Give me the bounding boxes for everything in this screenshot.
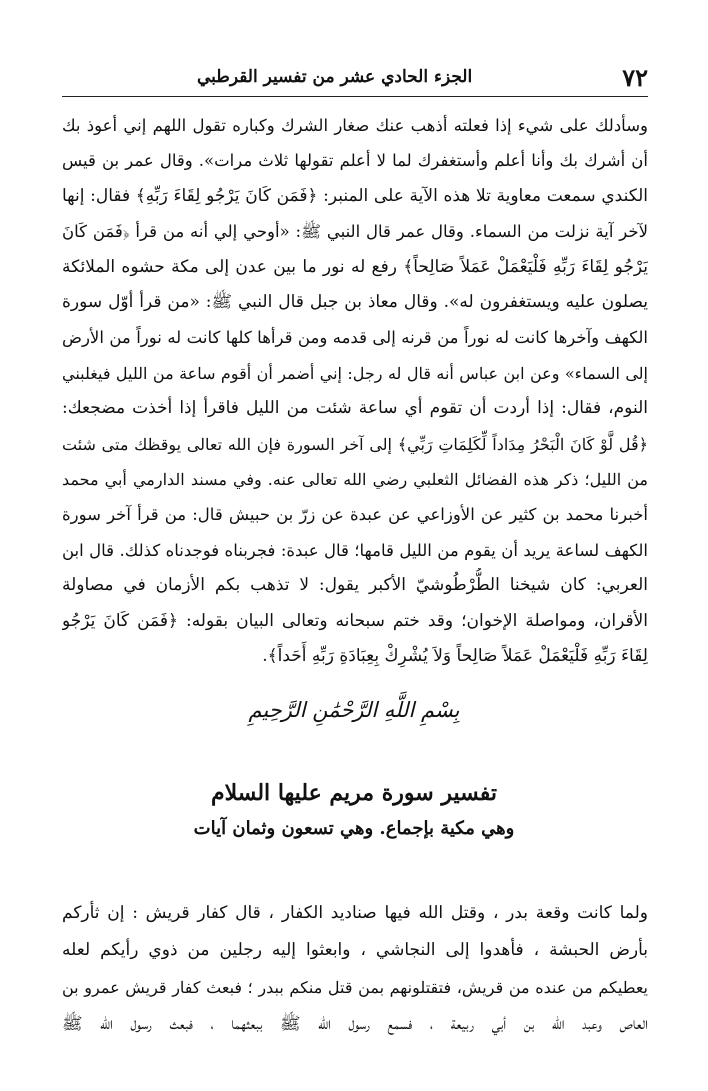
surah-title: تفسير سورة مريم عليها السلام <box>210 780 497 806</box>
page-header <box>62 58 648 97</box>
text-line: النوم، فقال: إذا أردت أن تقوم أي ساعة شئت من الليل فاقرأ إذا أخذت مضجعك: <box>62 398 648 419</box>
text-line: يَرْجُو لِقَاءَ رَبِّهِ فَلْيَعْمَلْ عَمَلاً صَالِحاً﴾ رفع له نور ما بين عدن إلى مكة حشوه الملائكة <box>62 256 648 277</box>
text-line: العاص وعبد الله بن أبي ربيعة ، فسمع رسول الله ﷺ ببعثهما ، فبعث رسول الله ﷺ <box>62 1014 648 1034</box>
text-line: ﴿قُل لَّوْ كَانَ الْبَحْرُ مِدَاداً لِّكَلِمَاتِ رَبِّي﴾ إلى آخر السورة فإن الله تعالى يوقظك متى شئت <box>62 434 648 454</box>
text-line: يعطيكم من عنده من قريش، فتقتلونهم بمن قتل منكم ببدر ؛ فبعث كفار قريش عمرو بن <box>62 978 648 997</box>
text-line: من الليل؛ ذكر هذه الفضائل الثعلبي رضي الله تعالى عنه. وفي مسند الدارمي أبي محمد <box>62 470 648 490</box>
text-line: بأرض الحبشة ، فأهدوا إلى النجاشي ، وابعثوا إليه رجلين من ذوي رأيكم لعله <box>62 940 648 960</box>
text-line: لآخر آية نزلت من السماء. وقال عمر قال النبي ﷺ: «أوحي إلي أنه من قرأ ﴿فَمَن كَانَ <box>62 222 648 242</box>
text-line: العربي: كان شيخنا الطُّرْطُوشيّ الأكبر يقول: لا تذهب بكم الأزمان في مصاولة <box>62 575 648 596</box>
text-line: أن أشرك بك وأنا أعلم وأستغفرك لما لا أعلم تقولها ثلاث مرات». وقال عمر بن قيس <box>62 151 648 171</box>
basmala: بِسْمِ اللَّهِ الرَّحْمَٰنِ الرَّحِيمِ <box>248 698 460 722</box>
text-line: الكندي سمعت معاوية تلا هذه الآية على المنبر: ﴿فَمَن كَانَ يَرْجُو لِقَاءَ رَبِّهِ﴾ فقال: إنها <box>62 185 648 206</box>
surah-subtitle: وهي مكية بإجماع. وهي تسعون وثمان آيات <box>193 818 515 839</box>
page-number: ٧٢ <box>622 62 648 92</box>
text-line: وسأدلك على شيء إذا فعلته أذهب عنك صغار الشرك وكباره تقول اللهم إني أعوذ بك <box>62 116 648 135</box>
text-line: ولما كانت وقعة بدر ، وقتل الله فيها صناديد الكفار ، قال كفار قريش : إن ثأركم <box>62 903 648 923</box>
text-line: أخبرنا محمد بن كثير عن الأوزاعي عن عبدة عن زرّ بن حبيش قال: من قرأ آخر سورة <box>62 505 648 525</box>
text-line: الأقران، ومواصلة الإخوان؛ وقد ختم سبحانه وتعالى البيان بقوله: ﴿فَمَن كَانَ يَرْجُو <box>62 610 648 631</box>
running-title: الجزء الحادي عشر من تفسير القرطبي <box>196 67 473 87</box>
text-line: الكهف لساعة يريد أن يقوم من الليل قامها؛ قال عبدة: فجربناه فوجدناه كذلك. قال ابن <box>62 540 648 560</box>
main-text <box>62 108 648 675</box>
text-line: يصلون عليه ويستغفرون له». وقال معاذ بن جبل قال النبي ﷺ: «من قرأ أوّل سورة <box>62 292 648 313</box>
surah-intro-text <box>62 895 648 1043</box>
text-line: لِقَاءَ رَبِّهِ فَلْيَعْمَلْ عَمَلاً صَالِحاً وَلاَ يُشْرِكْ بِعِبَادَةِ رَبِّهِ أَحَداً﴾. <box>262 646 648 667</box>
text-line: الكهف وآخرها كانت له نوراً من قرنه إلى قدمه ومن قرأها كلها كانت له نوراً من الأرض <box>62 328 648 348</box>
text-line: إلى السماء» وعن ابن عباس أنه قال له رجل: إني أضمر أن أقوم ساعة من الليل فيغلبني <box>62 363 648 383</box>
